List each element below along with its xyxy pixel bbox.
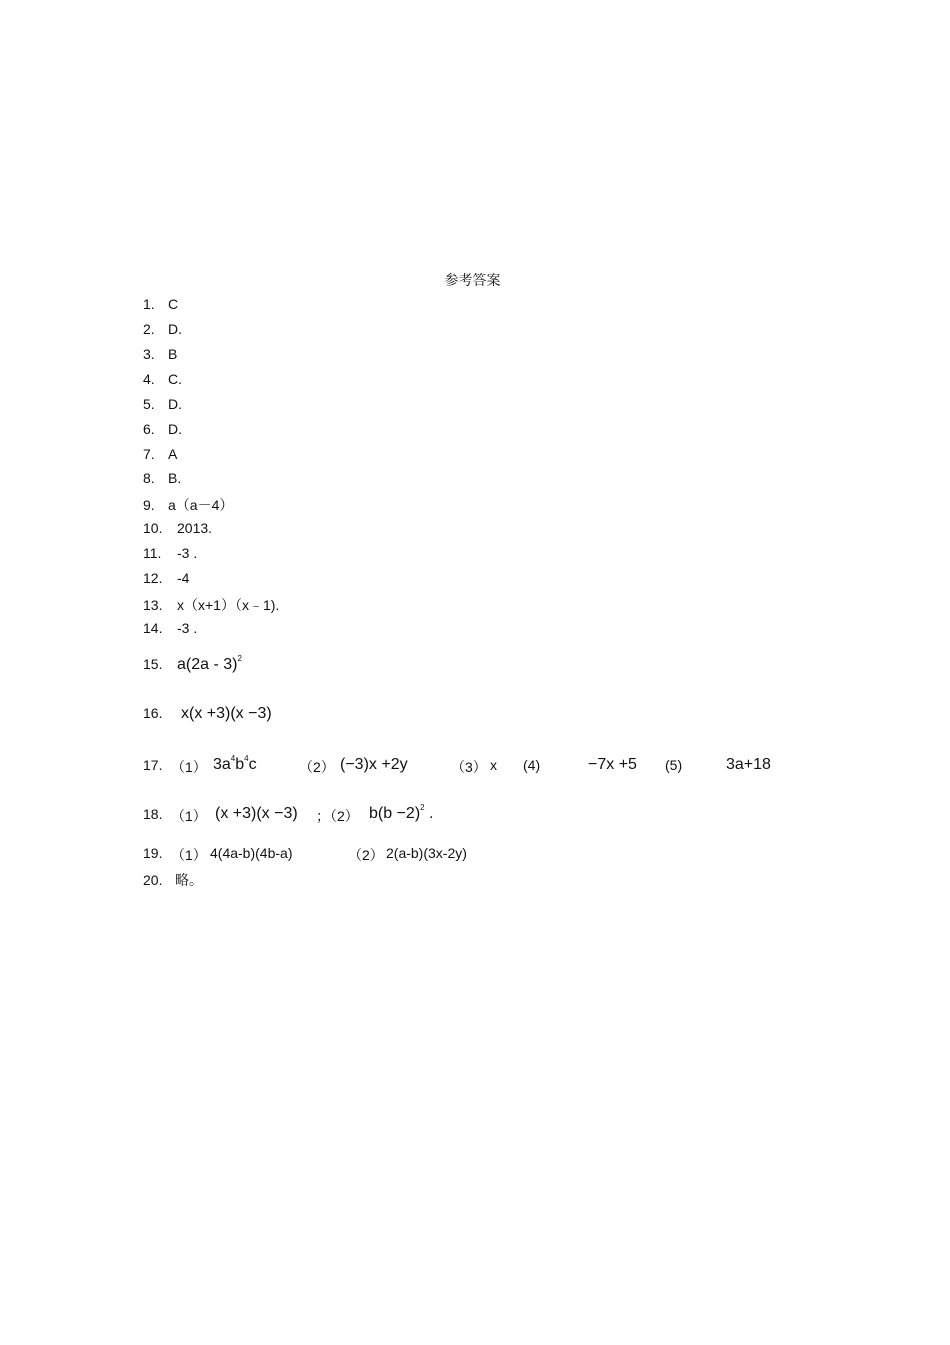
answer-11: 11. -3 . [143, 545, 198, 561]
answer-18-part-2: $b(b -2)^2$ . [369, 803, 434, 822]
answer-13: 13. x（x+1）（x﹣1). [143, 597, 280, 613]
answer-20: 20. 略。 [143, 872, 203, 888]
answer-10: 10. 2013. [143, 520, 213, 536]
answer-2: 2. D. [143, 321, 182, 337]
answer-16: 16. x(x +3)(x −3) [143, 705, 272, 722]
answer-14: 14. -3 . [143, 620, 198, 636]
answer-5: 5. D. [143, 396, 182, 412]
page-title: 参考答案 [444, 272, 501, 288]
answer-4: 4. C. [143, 371, 182, 387]
answer-19: 19. （1） 4(4a-b)(4b-a) （2） 2(a-b)(3x-2y) [143, 845, 467, 863]
answer-18: 18. （1） (x +3)(x −3) ；（2） $b(b -2)^2$ . [143, 803, 434, 824]
answer-1: 1. C [143, 296, 179, 312]
answer-12: 12. -4 [143, 570, 190, 586]
answer-7: 7. A [143, 446, 178, 462]
answer-15: 15. a(2a - 3)$^2$ [143, 654, 242, 673]
answer-6: 6. D. [143, 421, 182, 437]
answer-3: 3. B [143, 346, 178, 362]
answer-17: 17. （1） $3a^4b^4c$ （2） (−3)x +2y （3） x (4) −7x +5 (5) 3a+18 [143, 754, 771, 775]
answer-9: 9. a（a－4） [143, 497, 234, 513]
answer-8: 8. B. [143, 470, 182, 486]
answer-17-part-1: $3a^4b^4c$ [213, 754, 257, 773]
